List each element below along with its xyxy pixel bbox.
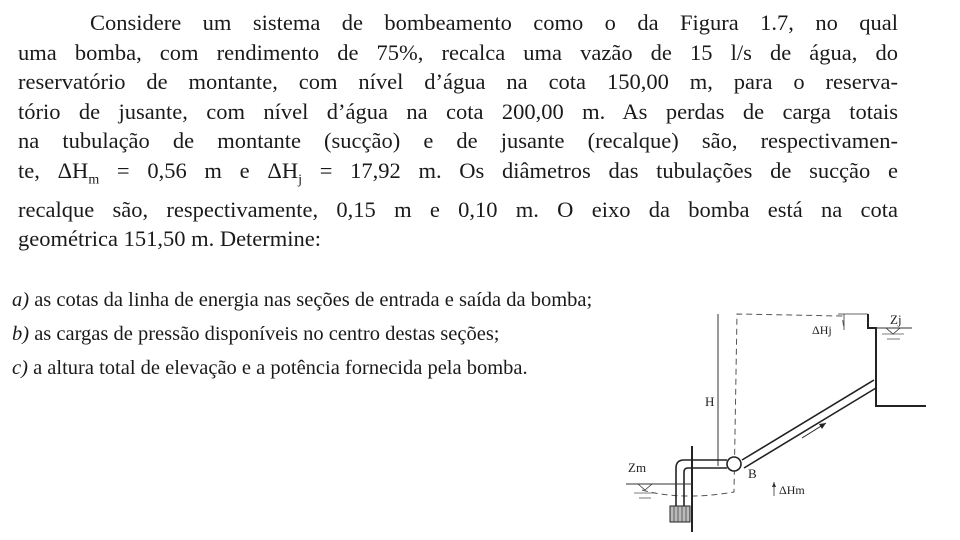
question-item-a (12, 283, 592, 317)
discharge-pipe-top (742, 380, 874, 460)
problem-line-5: na tubulação de montante (sucção) e de jusante (recalque) são, respectivamen- (18, 128, 898, 153)
strainer-icon (670, 506, 690, 522)
problem-line-2: uma bomba, com rendimento de 75%, recalca uma vazão de 15 l/s de água, do (18, 39, 898, 65)
question-item-b (12, 317, 592, 351)
label-b: B (748, 466, 757, 481)
item-text: a altura total de elevação e a potência fornecida pela bomba. (27, 357, 528, 379)
line6-part-a: te, ΔH (18, 157, 89, 183)
problem-line-4: tório de jusante, com nível d’água na cota 200,00 m. As perdas de carga totais (18, 98, 898, 124)
line6-part-b: = 0,56 m e ΔH (99, 157, 299, 183)
problem-statement (18, 8, 898, 254)
suction-pipe (676, 460, 727, 506)
subscript-j: j (298, 172, 302, 187)
problem-line-1: Considere um sistema de bombeamento como o da Figura 1.7, no qual (90, 10, 898, 35)
item-text: as cotas da linha de energia nas seções de entrada e saída da bomba; (29, 289, 593, 311)
flow-arrowhead (819, 423, 826, 429)
pump-icon (727, 457, 741, 471)
problem-line-8: geométrica 151,50 m. Determine: (18, 226, 322, 251)
water-level-marker (638, 484, 652, 490)
label-zj: Zj (890, 312, 902, 327)
question-item-c (12, 351, 592, 385)
subscript-m: m (88, 172, 100, 187)
label-delta-hj: ΔHj (812, 323, 832, 337)
pumping-system-figure (612, 296, 942, 532)
label-zm: Zm (628, 460, 647, 475)
item-label: c) (12, 357, 28, 379)
discharge-pipe-bottom (744, 388, 876, 468)
problem-line-6 (18, 156, 898, 195)
dhm-arrowhead (772, 482, 776, 487)
item-label: b) (12, 323, 30, 345)
item-text: as cargas de pressão disponíveis no centro destas seções; (29, 323, 500, 345)
question-list (12, 283, 592, 385)
line6-part-c: = 17,92 m. Os diâmetros das tubulações de sucção e (301, 157, 898, 183)
label-delta-hm: ΔHm (779, 483, 805, 497)
problem-line-7: recalque são, respectivamente, 0,15 m e 0,10 m. O eixo da bomba está na cota (18, 196, 898, 222)
problem-line-3: reservatório de montante, com nível d’água na cota 150,00 m, para o reserva- (18, 69, 898, 94)
label-h: H (705, 394, 715, 409)
item-label: a) (12, 289, 30, 311)
water-level-marker (886, 328, 900, 334)
energy-line (642, 314, 844, 496)
